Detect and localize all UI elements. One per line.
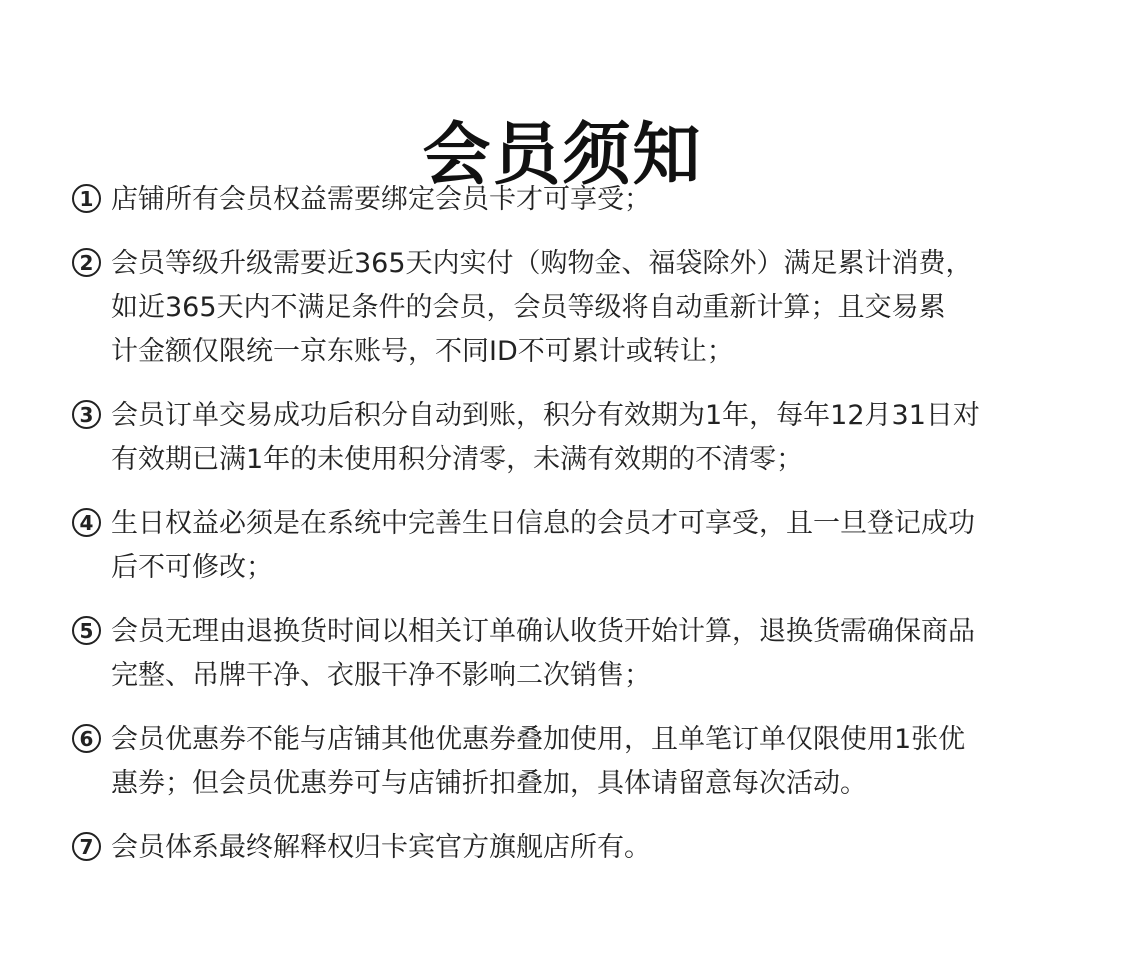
rule-text: 会员体系最终解释权归卡宾官方旗舰店所有。 bbox=[111, 832, 651, 863]
rule-item bbox=[72, 502, 1062, 590]
rule-item bbox=[72, 394, 1062, 482]
rules-list bbox=[72, 178, 1062, 890]
rule-text: 会员订单交易成功后积分自动到账，积分有效期为1年，每年12月31日对 有效期已满1年的未使用积分清零，未满有效期的不清零； bbox=[111, 400, 980, 475]
rule-number-badge: 2 bbox=[72, 248, 101, 277]
rule-number-badge: 6 bbox=[72, 724, 101, 753]
rule-item bbox=[72, 242, 1062, 374]
rule-text: 店铺所有会员权益需要绑定会员卡才可享受； bbox=[111, 184, 651, 215]
rule-item bbox=[72, 718, 1062, 806]
rule-item bbox=[72, 826, 1062, 870]
rule-number-badge: 7 bbox=[72, 832, 101, 861]
rule-item bbox=[72, 610, 1062, 698]
page-title: 会员须知 bbox=[422, 115, 703, 195]
rule-text: 会员等级升级需要近365天内实付（购物金、福袋除外）满足累计消费， 如近365天内不满足条件的会员，会员等级将自动重新计算；且交易累 计金额仅限统一京东账号，不同ID不可累计或转让； bbox=[111, 248, 973, 367]
rule-text: 会员优惠券不能与店铺其他优惠券叠加使用，且单笔订单仅限使用1张优 惠券；但会员优惠券可与店铺折扣叠加，具体请留意每次活动。 bbox=[111, 724, 966, 799]
rule-text: 会员无理由退换货时间以相关订单确认收货开始计算，退换货需确保商品 完整、吊牌干净、衣服干净不影响二次销售； bbox=[111, 616, 975, 691]
rule-number-badge: 4 bbox=[72, 508, 101, 537]
rule-item bbox=[72, 178, 1062, 222]
rule-text: 生日权益必须是在系统中完善生日信息的会员才可享受，且一旦登记成功 后不可修改； bbox=[111, 508, 975, 583]
rule-number-badge: 3 bbox=[72, 400, 101, 429]
rule-number-badge: 5 bbox=[72, 616, 101, 645]
rule-number-badge: 1 bbox=[72, 184, 101, 213]
